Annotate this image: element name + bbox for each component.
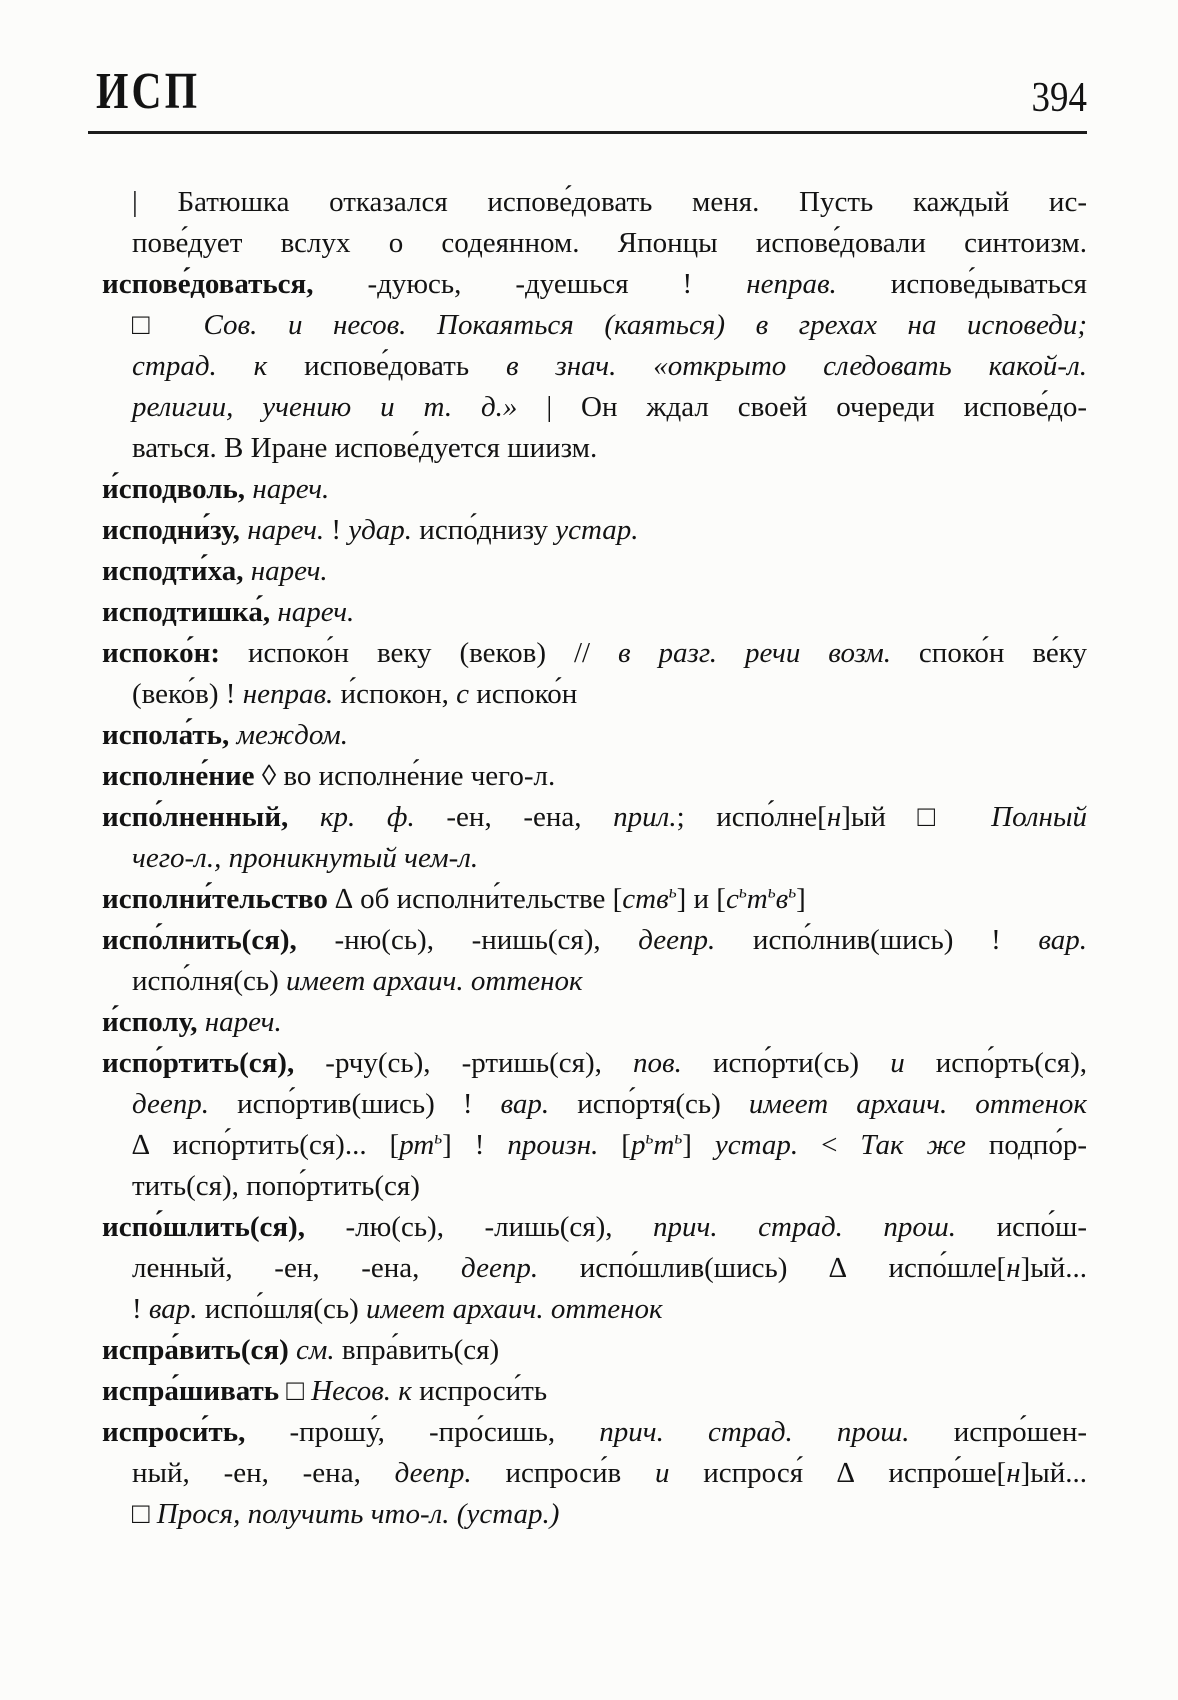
entry-headword: испо́лнить(ся),: [102, 924, 297, 956]
entry-line: [102, 469, 1087, 510]
dictionary-entry: [102, 182, 1087, 264]
text-run: испо́шлив(шись) ∆ испо́шле[: [538, 1252, 1007, 1284]
text-run: испо́днизу: [412, 514, 556, 546]
dictionary-entry: [102, 879, 1087, 920]
text-run: [243, 555, 250, 587]
text-run: ь: [674, 1127, 683, 1148]
text-run: впра́вить(ся): [334, 1334, 500, 1366]
text-run: -дуюсь, -дуешься !: [313, 268, 747, 300]
text-run: -прошу́, -про́сишь,: [245, 1416, 600, 1448]
entry-line: [102, 510, 1087, 551]
text-run: [288, 801, 320, 833]
text-run: в знач.: [505, 350, 617, 382]
text-run: устар.: [555, 514, 639, 546]
text-run: [289, 1334, 296, 1366]
text-run: ]ый □: [841, 801, 992, 833]
text-run: неправ.: [746, 268, 837, 300]
text-run: пов.: [633, 1047, 682, 1079]
text-run: [229, 719, 236, 751]
dictionary-entry: [102, 1371, 1087, 1412]
entry-line: [102, 920, 1087, 961]
text-run: прич. страд. прош.: [599, 1416, 910, 1448]
text-run: ь: [788, 881, 797, 902]
text-run: с: [725, 883, 739, 915]
dictionary-entry: [102, 469, 1087, 510]
dictionary-entry: [102, 633, 1087, 715]
entry-line: [102, 797, 1087, 838]
entry-line: [102, 387, 1087, 428]
text-run: Несов. к: [311, 1375, 412, 1407]
dictionary-entry: [102, 1412, 1087, 1535]
text-run: [: [598, 1129, 631, 1161]
text-run: в: [775, 883, 789, 915]
text-run: неправ.: [242, 678, 334, 710]
text-run: р: [630, 1129, 646, 1161]
text-run: испо́шля(сь): [197, 1293, 367, 1325]
entry-line: [102, 674, 1087, 715]
text-run: ь: [767, 881, 776, 902]
text-run: произн.: [507, 1129, 599, 1161]
text-run: испо́рть(ся),: [904, 1047, 1087, 1079]
text-run: т: [746, 883, 768, 915]
entry-headword: исподти́ха,: [102, 555, 244, 587]
text-run: [616, 350, 653, 382]
text-run: ь: [434, 1127, 443, 1148]
text-run: (веко́в) !: [132, 678, 243, 710]
dictionary-entry: [102, 1043, 1087, 1207]
entry-line: [102, 551, 1087, 592]
dictionary-entry: [102, 551, 1087, 592]
text-run: ∆ испо́ртить(ся)... [: [132, 1129, 400, 1161]
text-run: т: [653, 1129, 675, 1161]
text-run: Полный: [991, 801, 1088, 833]
entry-line: [102, 1166, 1087, 1207]
entry-headword: исполни́тельство: [102, 883, 328, 915]
text-run: ]ый...: [1020, 1457, 1088, 1489]
entry-line: [102, 305, 1087, 346]
text-run: Так же: [860, 1129, 966, 1161]
text-run: -рчу(сь), -ртишь(ся),: [294, 1047, 633, 1079]
text-run: религии, учению и т. д.»: [132, 391, 518, 423]
entry-line: [102, 223, 1087, 264]
dictionary-entry: [102, 592, 1087, 633]
text-run: испо́ртив(шись) !: [209, 1088, 501, 1120]
text-run: | Батюшка отказался испове́довать меня. Пусть каждый ис-: [132, 186, 1087, 218]
entry-line: [102, 182, 1087, 223]
text-run: междом.: [236, 719, 348, 751]
text-run: прил.: [613, 801, 677, 833]
entry-headword: испола́ть,: [102, 719, 230, 751]
page-number: 394: [1031, 75, 1087, 121]
text-run: !: [132, 1293, 149, 1325]
entry-line: [102, 715, 1087, 756]
text-run: ]ый...: [1020, 1252, 1087, 1284]
text-run: ]: [682, 1129, 715, 1161]
text-run: деепр.: [394, 1457, 472, 1489]
text-run: □: [132, 309, 204, 341]
entry-headword: и́сполу,: [102, 1006, 198, 1038]
text-run: □: [279, 1375, 312, 1407]
text-run: вар.: [148, 1293, 198, 1325]
text-run: -ен, -ена,: [414, 801, 614, 833]
entry-headword: испо́шлить(ся),: [102, 1211, 305, 1243]
entry-headword: испра́шивать: [102, 1375, 280, 1407]
text-run: н: [826, 801, 842, 833]
entry-line: [102, 1412, 1087, 1453]
entry-headword: испроси́ть,: [102, 1416, 246, 1448]
text-run: пове́дует вслух о содеянном. Японцы испове́довали синтоизм.: [132, 227, 1087, 259]
text-run: ◊ во исполне́ние чего-л.: [254, 760, 556, 792]
text-run: испро́шен-: [909, 1416, 1087, 1448]
text-run: «открыто следовать какой-л.: [653, 350, 1087, 382]
text-run: с: [456, 678, 469, 710]
entry-line: [102, 1248, 1087, 1289]
entry-line: [102, 1125, 1087, 1166]
text-run: и: [890, 1047, 905, 1079]
text-run: вар.: [500, 1088, 550, 1120]
dictionary-entry: [102, 1002, 1087, 1043]
entry-line: [102, 756, 1087, 797]
dictionary-entry: [102, 756, 1087, 797]
text-run: | Он ждал своей очереди испове́до-: [517, 391, 1087, 423]
text-run: рт: [399, 1129, 435, 1161]
text-run: ; испо́лне[: [676, 801, 827, 833]
entry-line: [102, 1494, 1087, 1535]
entry-line: [102, 1002, 1087, 1043]
text-run: испоко́н: [468, 678, 578, 710]
text-run: ь: [738, 881, 747, 902]
text-run: ]: [796, 883, 806, 915]
text-run: ] !: [442, 1129, 508, 1161]
text-run: ь: [668, 881, 677, 902]
text-run: испо́ртя(сь): [549, 1088, 749, 1120]
text-run: испоко́н веку (веков) //: [219, 637, 619, 669]
entry-line: [102, 1453, 1087, 1494]
entry-headword: испо́ртить(ся),: [102, 1047, 295, 1079]
entry-line: [102, 1207, 1087, 1248]
text-run: ваться. В Иране испове́дуется шиизм.: [132, 432, 598, 464]
text-run: споко́н ве́ку: [890, 637, 1087, 669]
text-run: кр. ф.: [319, 801, 415, 833]
text-run: удар.: [348, 514, 413, 546]
entry-headword: исподтишка́,: [102, 596, 271, 628]
entry-line: [102, 428, 1087, 469]
entry-headword: и́сподволь,: [102, 473, 246, 505]
running-head: ИСП: [96, 63, 201, 120]
dictionary-entry: [102, 1207, 1087, 1330]
entry-line: [102, 1289, 1087, 1330]
text-run: нареч.: [250, 555, 328, 587]
text-run: испо́рти(сь): [681, 1047, 891, 1079]
text-run: испове́дываться: [836, 268, 1088, 300]
text-run: см.: [296, 1334, 335, 1366]
dictionary-entry: [102, 797, 1087, 879]
text-run: чего-л., проникнутый чем-л.: [132, 842, 479, 874]
text-run: имеет архаич. оттенок: [286, 965, 583, 997]
text-run: Прося, получить что-л. (устар.): [156, 1498, 560, 1530]
entry-line: [102, 264, 1087, 305]
dictionary-entry: [102, 715, 1087, 756]
entry-line: [102, 346, 1087, 387]
text-run: ь: [645, 1127, 654, 1148]
text-run: !: [324, 514, 349, 546]
text-run: деепр.: [638, 924, 716, 956]
text-run: испо́лнив(шись) !: [715, 924, 1039, 956]
entry-line: [102, 1084, 1087, 1125]
entry-headword: испове́доваться,: [102, 268, 314, 300]
text-run: ∆ об исполни́тельстве [: [327, 883, 623, 915]
text-run: нареч.: [247, 514, 325, 546]
entries-column: [102, 182, 1087, 1535]
header-rule: [88, 131, 1087, 134]
text-run: прич. страд. прош.: [653, 1211, 957, 1243]
entry-line: [102, 1043, 1087, 1084]
dictionary-entry: [102, 1330, 1087, 1371]
text-run: -лю(сь), -лишь(ся),: [304, 1211, 654, 1243]
text-run: деепр.: [132, 1088, 210, 1120]
text-run: тить(ся), попо́ртить(ся): [132, 1170, 420, 1202]
text-run: испо́лня(сь): [132, 965, 287, 997]
entry-headword: испоко́н:: [102, 637, 220, 669]
text-run: испо́ш-: [956, 1211, 1087, 1243]
entry-headword: исподни́зу,: [102, 514, 240, 546]
text-run: имеет архаич. оттенок: [366, 1293, 663, 1325]
text-run: н: [1006, 1457, 1021, 1489]
entry-headword: испо́лненный,: [102, 801, 289, 833]
text-run: и́спокон,: [333, 678, 457, 710]
text-run: испове́довать: [267, 350, 506, 382]
entry-line: [102, 879, 1087, 920]
text-run: ] и [: [676, 883, 726, 915]
entry-line: [102, 1371, 1087, 1412]
text-run: ленный, -ен, -ена,: [132, 1252, 462, 1284]
text-run: страд. к: [132, 350, 268, 382]
text-run: ств: [622, 883, 669, 915]
dictionary-entry: [102, 264, 1087, 469]
text-run: испрося́ ∆ испро́ше[: [669, 1457, 1007, 1489]
text-run: □: [132, 1498, 157, 1530]
dictionary-entry: [102, 510, 1087, 551]
text-run: нареч.: [252, 473, 330, 505]
text-run: нареч.: [277, 596, 355, 628]
entry-line: [102, 838, 1087, 879]
text-run: испроси́ть: [411, 1375, 548, 1407]
text-run: нареч.: [204, 1006, 282, 1038]
entry-line: [102, 592, 1087, 633]
text-run: вар.: [1038, 924, 1088, 956]
text-run: <: [798, 1129, 861, 1161]
dictionary-entry: [102, 920, 1087, 1002]
entry-line: [102, 961, 1087, 1002]
entry-line: [102, 1330, 1087, 1371]
text-run: Сов. и несов. Покаяться (каяться) в грехах на исповеди;: [203, 309, 1087, 341]
text-run: ный, -ен, -ена,: [132, 1457, 395, 1489]
text-run: в разг. речи возм.: [618, 637, 891, 669]
text-run: н: [1006, 1252, 1021, 1284]
text-run: подпо́р-: [965, 1129, 1087, 1161]
text-run: деепр.: [461, 1252, 539, 1284]
text-run: испроси́в: [471, 1457, 655, 1489]
text-run: имеет архаич. оттенок: [748, 1088, 1088, 1120]
text-run: [198, 1006, 205, 1038]
entry-headword: исполне́ние: [102, 760, 255, 792]
text-run: -ню(сь), -нишь(ся),: [296, 924, 639, 956]
text-run: устар.: [714, 1129, 799, 1161]
entry-line: [102, 633, 1087, 674]
text-run: и: [654, 1457, 670, 1489]
entry-headword: испра́вить(ся): [102, 1334, 289, 1366]
